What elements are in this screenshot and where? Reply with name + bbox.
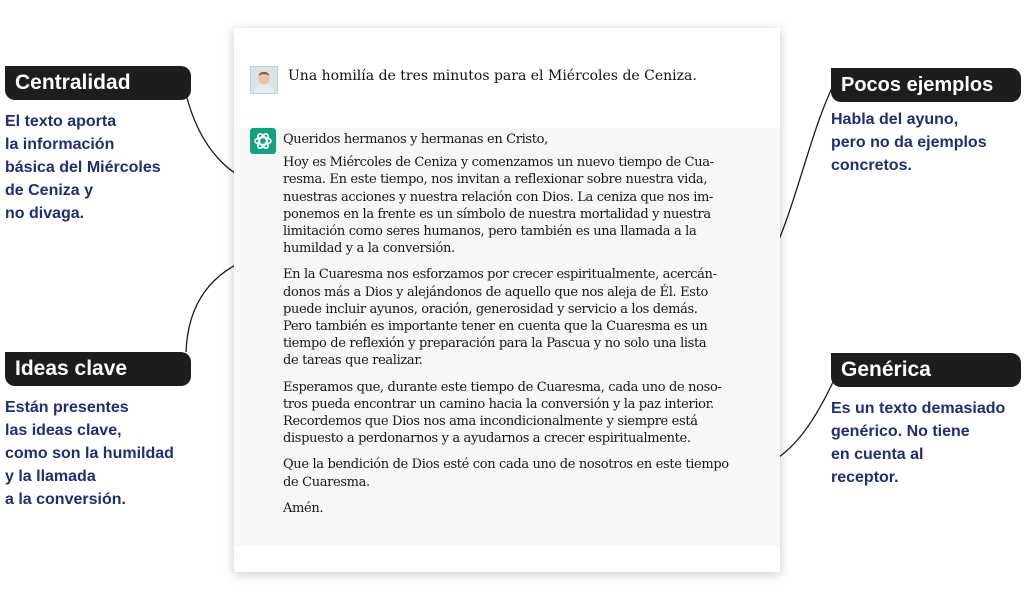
- callout-line: pero no da ejemplos: [831, 134, 987, 151]
- answer-line: donos más a Dios y alejándonos de aquello que nos aleja de Él. Esto: [283, 284, 708, 300]
- callout-line: concretos.: [831, 157, 912, 174]
- answer-paragraph-2: [283, 266, 753, 369]
- callout-body-centralidad: [5, 110, 161, 225]
- answer-line: Hoy es Miércoles de Ceniza y comenzamos un nuevo tiempo de Cua-: [283, 155, 714, 171]
- callout-line: como son la humildad: [5, 445, 174, 462]
- answer-line: tros pueda encontrar un camino hacia la conversión y la paz interior.: [283, 396, 714, 412]
- callout-line: no divaga.: [5, 205, 85, 222]
- user-prompt-row: [250, 66, 770, 96]
- callout-body-ideas: [5, 396, 174, 511]
- answer-line: Que la bendición de Dios esté con cada uno de nosotros en este tiempo: [283, 457, 729, 473]
- callout-line: receptor.: [831, 469, 899, 486]
- answer-line: de tareas que realizar.: [283, 353, 423, 369]
- answer-greeting: Queridos hermanos y hermanas en Cristo,: [283, 132, 548, 147]
- callout-body-generica: [831, 397, 1005, 489]
- callout-title-ideas: Ideas clave: [5, 352, 191, 386]
- callout-title-generica: Genérica: [831, 353, 1021, 387]
- answer-line: nuestras acciones y nuestra relación con Dios. La ceniza que nos im-: [283, 189, 714, 205]
- answer-paragraph-3: [283, 379, 753, 448]
- answer-line: puede incluir ayunos, oración, generosidad y servicio a los demás.: [283, 301, 698, 317]
- callout-line: Es un texto demasiado: [831, 400, 1006, 417]
- answer-line: dispuesto a perdonarnos y a ayudarnos a crecer espiritualmente.: [283, 431, 691, 447]
- callout-line: las ideas clave,: [5, 422, 122, 439]
- answer-closing: Amén.: [283, 500, 324, 516]
- user-avatar-icon: [250, 66, 278, 94]
- answer-line: Recordemos que Dios nos ama incondicionalmente y siempre está: [283, 414, 698, 430]
- callout-line: El texto aporta: [5, 113, 117, 130]
- callout-line: Están presentes: [5, 399, 129, 416]
- answer-line: En la Cuaresma nos esforzamos por crecer espiritualmente, acercán-: [283, 267, 717, 283]
- callout-line: genérico. No tiene: [831, 423, 970, 440]
- callout-line: en cuenta al: [831, 446, 924, 463]
- chatgpt-logo-icon: [250, 128, 276, 154]
- callout-line: de Ceniza y: [5, 182, 94, 199]
- answer-paragraph-1: [283, 154, 753, 257]
- callout-body-ejemplos: [831, 108, 987, 177]
- callout-line: y la llamada: [5, 468, 96, 485]
- answer-line: humildad y a la conversión.: [283, 241, 455, 257]
- callout-line: a la conversión.: [5, 491, 126, 508]
- answer-line: tiempo de reflexión y preparación para la Pascua y no solo una lista: [283, 336, 707, 352]
- callout-title-ejemplos: Pocos ejemplos: [831, 68, 1021, 102]
- answer-line: limitación como seres humanos, pero también es una llamada a la: [283, 224, 697, 240]
- chat-card: [234, 28, 780, 572]
- user-prompt-text: Una homilía de tres minutos para el Miércoles de Ceniza.: [288, 68, 697, 84]
- answer-line: Pero también es importante tener en cuenta que la Cuaresma es un: [283, 319, 708, 335]
- answer-line: de Cuaresma.: [283, 474, 370, 490]
- callout-line: básica del Miércoles: [5, 159, 161, 176]
- answer-line: ponemos en la frente es un símbolo de nuestra mortalidad y nuestra: [283, 206, 711, 222]
- answer-line: Esperamos que, durante este tiempo de Cuaresma, cada uno de noso-: [283, 379, 722, 395]
- answer-paragraph-4: [283, 456, 753, 490]
- callout-line: Habla del ayuno,: [831, 111, 959, 128]
- callout-line: la información: [5, 136, 115, 153]
- assistant-answer-text: [283, 131, 753, 526]
- answer-line: resma. En este tiempo, nos invitan a reflexionar sobre nuestra vida,: [283, 172, 708, 188]
- callout-title-centralidad: Centralidad: [5, 66, 191, 100]
